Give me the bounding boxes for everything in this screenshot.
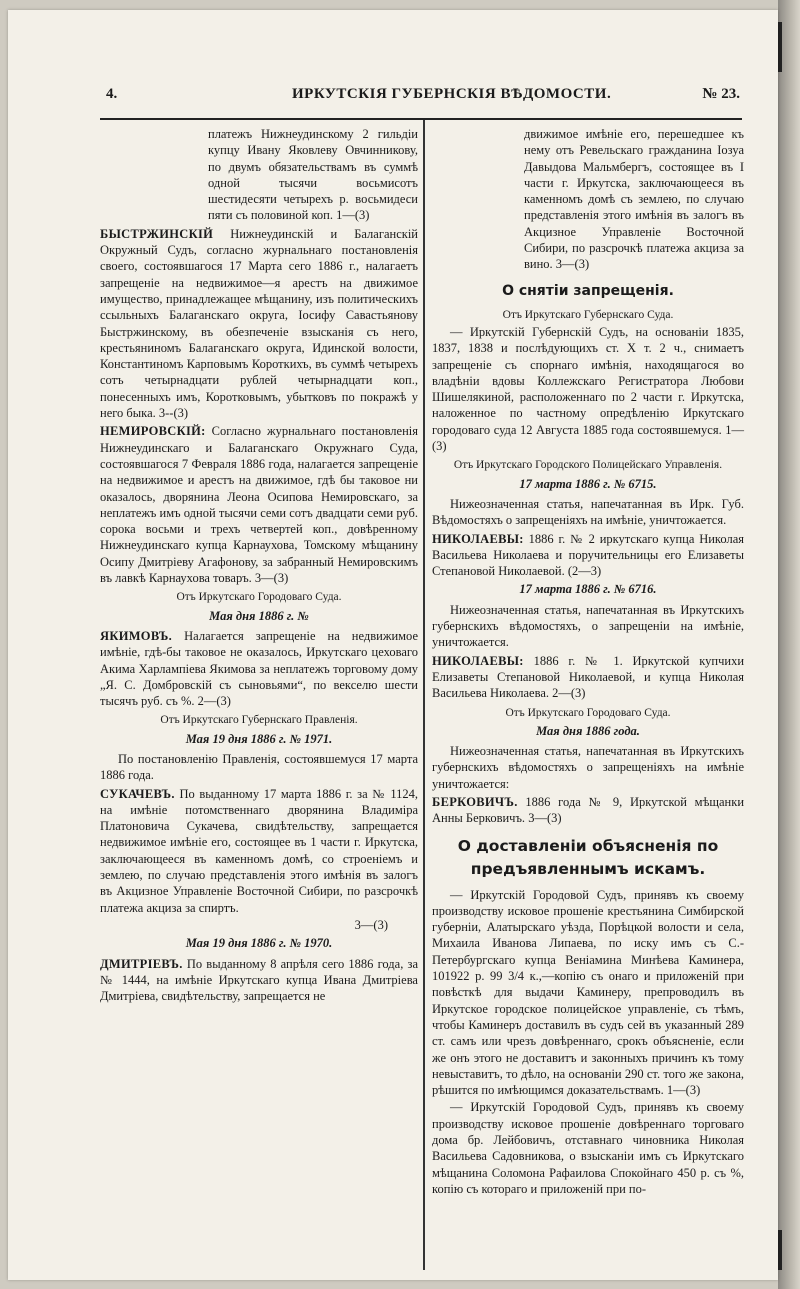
source-heading: Отъ Иркутскаго Губернскаго Суда.	[502, 308, 674, 321]
source-heading: Отъ Иркутскаго Губернскаго Правленія.	[160, 714, 358, 727]
intro-text: Нижеозначенная статья, напечатанная въ Иркутскихъ губернскихъ вѣдомостяхъ, о запрещеніи на имѣніе, уничтожается.	[432, 602, 744, 650]
notice-number: 1—(3)	[336, 208, 370, 223]
notice-sadovnikov: — Иркутскій Городовой Судъ, принявъ къ своему производству исковое прошеніе довѣреннаго торговаго дома бр. Лейбовичъ, отставнаго чиновника Николая Васильева Садовникова, о взысканіи имъ съ Иркутскаго мѣщанина Соломона Рафаилова Спокойнаго 450 р. съ %, копію съ котораго и приложеній при по-	[432, 1100, 744, 1196]
notice-name: СУКАЧЕВЪ.	[100, 786, 175, 801]
intro-text: По постановленію Правленія, состоявшемуся 17 марта 1886 года.	[100, 751, 418, 783]
date-line: 17 марта 1886 г. № 6715.	[519, 476, 657, 491]
notice-name: ЯКИМОВЪ.	[100, 628, 173, 643]
notice-lipaev: — Иркутскій Городовой Судъ, принявъ къ своему производству исковое прошеніе крестьянина Симбирской губерніи, Алатырскаго уѣзда, Порѣцкой волости и села, Михаила Иванова Липаева, по иску имъ съ С.-Петербургскаго купца Веніамина Минѣева Каминера, 101922 р. 99 3/4 к.,—копію съ онаго и приложеній при повѣсткѣ для выдачи Каминеру, препроводилъ въ Иркутское городское полицейское управленіе, съ тѣмъ, чтобы Каминеръ доставилъ въ судъ сей въ указанный 289 ст. самъ или чрезъ довѣреннаго, срокъ объясненіе, если же онъ этого не доставитъ и законныхъ причинъ къ тому невыставитъ, то дѣло, на основаніи 290 ст. того же закона, рѣшится по имѣющимся доказательствамъ. 1—(3)	[432, 887, 744, 1098]
section-heading: О снятіи запрещенія.	[502, 282, 674, 299]
notice-berkovich: БЕРКОВИЧЪ. 1886 года № 9, Иркутской мѣщанки Анны Берковичъ. 3—(3)	[432, 794, 745, 826]
date-line: Мая дня 1886 года.	[536, 723, 640, 738]
source-heading: Отъ Иркутскаго Городоваго Суда.	[505, 706, 671, 719]
notice-name: НИКОЛАЕВЫ:	[432, 653, 524, 668]
notice-nikolaevy-2: НИКОЛАЕВЫ: 1886 г. № 2 иркутскаго купца Николая Васильева Николаева и поручительницы его Елизаветы Степановой Николаевой. (2—3)	[432, 531, 744, 579]
notice-dmitriev: ДМИТРІЕВЪ. По выданному 8 апрѣля сего 1886 года, за № 1444, на имѣніе Иркутскаго купца Ивана Дмитріева Дмитріева, свидѣтельству, запрещается не	[100, 956, 418, 1004]
notice-number: 2—(3)	[552, 686, 586, 701]
notice-number: 3--(3)	[158, 406, 189, 421]
notice-number: 1—(3)	[666, 1083, 701, 1098]
notice-sukachev: СУКАЧЕВЪ. По выданному 17 марта 1886 г. за № 1124, на имѣніе потомственнаго дворянина Владиміра Платоновича Сукачева, свидѣтельству, запрещается недвижимое имѣніе его, состоящее въ 1 части г. Иркутска, заключающееся въ каменномъ домѣ, со строеніемъ и землею, по случаю представленія этого имѣнія въ залогъ въ Акцизное Управленіе Восточной Сибири, по разсрочкѣ платежа акциза за спиртъ.	[100, 786, 418, 915]
date-line: Мая 19 дня 1886 г. № 1970.	[185, 936, 333, 951]
notice-number: 3—(3)	[528, 811, 562, 826]
continued-notice: движимое имѣніе его, перешедшее къ нему отъ Ревельскаго гражданина Іозуа Давыдова Мальмбергъ, состоящее въ I части г. Иркутска, заключающееся въ каменномъ домѣ съ землею, по случаю представленія этого имѣнія въ залогъ въ Акцизное Управленіе Восточной Сибири, по разсрочкѣ платежа акциза за вино. 3—(3)	[524, 127, 744, 272]
header-rule	[100, 118, 742, 120]
notice-number: 3—(3)	[555, 257, 590, 272]
source-heading: Отъ Иркутскаго Городоваго Суда.	[176, 591, 342, 604]
page-header	[102, 84, 740, 110]
notice-nikolaevy-1: НИКОЛАЕВЫ: 1886 г. № 1. Иркутской купчихи Елизаветы Степановой Николаевой, и купца Николая Васильева Николаева. 2—(3)	[432, 653, 745, 701]
source-heading: Отъ Иркутскаго Городского Полицейскаго Управленія.	[453, 459, 723, 472]
right-column	[432, 126, 744, 1289]
notice-number: (2—3)	[567, 564, 602, 579]
continued-notice: платежъ Нижнеудинскому 2 гильдіи купцу Ивану Яковлеву Овчинникову, по двумъ обязательствамъ въ суммѣ одной тысячи восьмисотъ шестидесяти четырехъ р. восьмидеси пяти съ половиной коп. 1—(3)	[208, 127, 418, 223]
notice-name: НИКОЛАЕВЫ:	[432, 531, 524, 546]
notice-number: 3—(3)	[254, 571, 289, 586]
notice-name: НЕМИРОВСКІЙ:	[100, 424, 206, 439]
column-divider	[423, 120, 425, 1270]
section-heading: О доставленіи объясненія по предъявленнымъ искамъ.	[457, 836, 719, 878]
date-line: Мая дня 1886 г. №	[209, 608, 309, 623]
notice-shishelyakina: — Иркутскій Губернскій Судъ, на основаніи 1835, 1837, 1838 и послѣдующихъ ст. X т. 2 ч., снимаетъ запрещеніе съ спорнаго имѣнія, находящагося во владѣніи вдовы Коллежскаго Регистратора Любови Шишелякиной, расположеннаго по 2 части г. Иркутска, наложенное по частному опредѣленію Иркутскаго городоваго суда 12 Августа 1885 года состоявшемуся. 1—(3)	[432, 324, 744, 454]
notice-name: БЕРКОВИЧЪ.	[432, 794, 518, 809]
issue-number: № 23.	[702, 86, 740, 102]
notice-yakimov: ЯКИМОВЪ. Налагается запрещеніе на недвижимое имѣніе, гдѣ-бы таковое не оказалось, Иркутскаго цеховаго Акима Харлампіева Якимова за неплатежъ торговому дому „Я. С. Домбровскій съ сыновьями“, по векселю шести тысячъ руб. съ %. 2—(3)	[100, 628, 419, 709]
page-number: 4.	[106, 86, 118, 102]
intro-text: Нижеозначенная статья, напечатанная въ Ирк. Губ. Вѣдомостяхъ о запрещеніяхъ на имѣніе, уничтожается.	[432, 496, 744, 528]
page-edge	[778, 0, 800, 1289]
notice-name: БЫСТРЖИНСКІЙ	[100, 226, 214, 241]
notice-nemirovsky: НЕМИРОВСКІЙ: Согласно журнальнаго постановленія Нижнеудинскаго и Балаганскаго Окружнаго Суда, состоявшагося 7 Февраля 1886 года, налагается запрещеніе на недвижимое и арестъ на движимое, гдѣ бы таковое ни оказалось, дворянина Леона Осипова Немировскаго, за неплатежъ имъ одной тысячи семи сотъ двадцати семи руб. сорока восьми и трехъ четвертей коп., довѣренному Нижнеудинскаго купца Карнаухова, Томскому мѣщанину Осипу Дмитріеву Агафонову, за забранный Немировскимъ въ лавкѣ Карнаухова товаръ. 3—(3)	[100, 424, 419, 586]
intro-text: Нижеозначенная статья, напечатанная въ Иркутскихъ губернскихъ вѣдомостяхъ о запрещеніяхъ на имѣніе уничтожается:	[432, 744, 744, 791]
date-line: 17 марта 1886 г. № 6716.	[519, 582, 657, 597]
newspaper-title: ИРКУТСКІЯ ГУБЕРНСКІЯ ВѢДОМОСТИ.	[292, 86, 612, 102]
notice-name: ДМИТРІЕВЪ.	[100, 956, 183, 971]
notice-bystrzhinsky: БЫСТРЖИНСКІЙ Нижнеудинскій и Балаганскій Окружный Судъ, согласно журнальнаго постановленія своего, состоявшагося 17 Марта сего 1886 г., налагаетъ запрещеніе на недвижимое—я арестъ на движимое имущество, принадлежащее мѣщанину, изъ политическихъ ссыльныхъ Балаганскаго округа, Іосифу Савастьянову Быстржинскому, въ обезпеченіе взысканія съ него, крестьяниномъ Балаганскаго округа, Идинской волости, Константиномъ Карповымъ Короткихъ, въ суммѣ четырехъ сотъ четырнадцати рублей четырнадцати коп., понесенныхъ имъ, Коротковымъ, убытковъ по покражѣ у него быка. 3--(3)	[100, 226, 418, 421]
notice-number: 1—(3)	[432, 422, 744, 454]
date-line: Мая 19 дня 1886 г. № 1971.	[185, 731, 333, 746]
notice-number: 3—(3)	[354, 917, 388, 932]
left-column	[100, 126, 418, 1289]
notice-number: 2—(3)	[197, 694, 231, 709]
